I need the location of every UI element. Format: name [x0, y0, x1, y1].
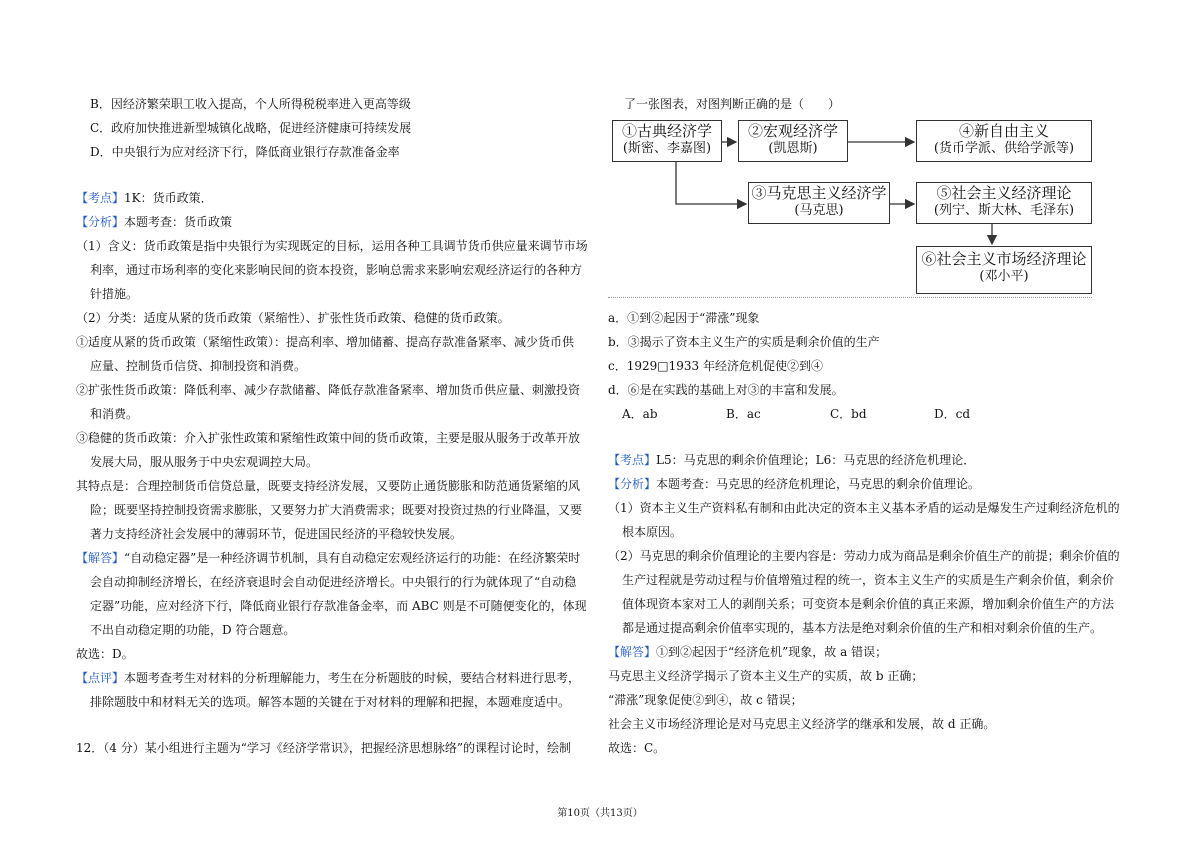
- question-12: 12．（4 分）某小组进行主题为“学习《经济学常识》，把握经济思想脉络”的课程讨论时，绘制: [76, 741, 571, 755]
- kaodian-line: [76, 190, 213, 206]
- analysis-line: （2）马克思的剩余价值理论的主要内容是：劳动力成为商品是剩余价值生产的前提；剩余价值的: [608, 549, 1120, 563]
- jieda-line: [608, 644, 887, 660]
- dianping-line: 排除题肢中和材料无关的选项。解答本题的关键在于对材料的理解和把握，本题难度适中。: [90, 695, 571, 709]
- kaodian-line: [608, 452, 975, 468]
- choice-c: C．bd: [830, 407, 867, 421]
- analysis-line: 值体现资本家对工人的剥削关系；可变资本是剩余价值的真正来源，增加剩余价值生产的方法: [622, 597, 1115, 611]
- divider-line: [608, 297, 1092, 298]
- box-subtitle: (货币学派、供给学派等): [933, 141, 1075, 156]
- statement-c: c．1929□1933 年经济危机促使②到④: [608, 359, 823, 373]
- jieda-text: ①到②起因于“经济危机”现象，故 a 错误；: [656, 645, 888, 659]
- answer: 故选：D。: [76, 647, 134, 661]
- box-title: ①古典经济学: [621, 122, 712, 140]
- fenxi-tag: 【分析】: [608, 477, 657, 491]
- analysis-line: ③稳健的货币政策：介入扩张性政策和紧缩性政策中间的货币政策，主要是服从服务于改革开放: [76, 431, 581, 445]
- box-socialist-market-economy-theory: [916, 246, 1092, 294]
- statement-a: a．①到②起因于“滞涨”现象: [608, 311, 760, 325]
- fenxi-tag: 【分析】: [76, 215, 125, 229]
- box-macroeconomics: [738, 120, 848, 162]
- analysis-line: 利率，通过市场利率的变化来影响民间的资本投资，影响总需求来影响宏观经济运行的各种方: [90, 263, 583, 277]
- box-subtitle: (马克思): [794, 203, 844, 218]
- box-title: ⑤社会主义经济理论: [936, 184, 1072, 202]
- box-title: ③马克思主义经济学: [751, 184, 887, 202]
- dianping-tag: 【点评】: [76, 671, 125, 685]
- analysis-line: ①适度从紧的货币政策（紧缩性政策）：提高利率、增加储蓄、提高存款准备紧率、减少货币供: [76, 335, 575, 349]
- dianping-text: 本题考查考生对材料的分析理解能力，考生在分析题肢的时候，要结合材料进行思考，: [124, 671, 581, 685]
- economics-flow-diagram: [608, 112, 1092, 298]
- jieda-tag: 【解答】: [608, 645, 657, 659]
- jieda-line: “滞涨”现象促使②到④，故 c 错误；: [608, 693, 803, 707]
- box-title: ④新自由主义: [958, 122, 1049, 140]
- box-subtitle: (邓小平): [979, 269, 1029, 284]
- box-subtitle: (凯恩斯): [768, 141, 818, 156]
- analysis-line: 和消费。: [90, 407, 139, 421]
- choice-a: A．ab: [622, 407, 658, 421]
- option-b: B．因经济繁荣职工收入提高，个人所得税税率进入更高等级: [90, 97, 411, 111]
- arrow-1-to-3: [676, 162, 746, 204]
- box-subtitle: (列宁、斯大林、毛泽东): [933, 203, 1075, 218]
- choice-b: B．ac: [726, 407, 761, 421]
- choice-d: D．cd: [934, 407, 971, 421]
- fenxi-line: [76, 214, 232, 230]
- jieda-line: 社会主义市场经济理论是对马克思主义经济学的继承和发展，故 d 正确。: [608, 717, 996, 731]
- analysis-line: 发展大局，服从服务于中央宏观调控大局。: [90, 455, 319, 469]
- box-title: ⑥社会主义市场经济理论: [921, 250, 1087, 268]
- option-c: C．政府加快推进新型城镇化战略，促进经济健康可持续发展: [90, 121, 412, 135]
- box-socialist-economic-theory: [916, 182, 1092, 224]
- analysis-line: 根本原因。: [622, 525, 683, 539]
- jieda-line: 会自动抑制经济增长，在经济衰退时会自动促进经济增长。中央银行的行为就体现了“自动稳: [90, 575, 577, 589]
- kaodian-text: 1K：货币政策．: [124, 191, 213, 205]
- box-marxist-economics: [748, 182, 890, 224]
- fenxi-text: 本题考查：货币政策: [124, 215, 233, 229]
- box-classical-economics: [612, 120, 722, 162]
- statement-b: b．③揭示了资本主义生产的实质是剩余价值的生产: [608, 335, 880, 349]
- analysis-line: 都是通过提高剩余价值率实现的，基本方法是绝对剩余价值的生产和相对剩余价值的生产。: [622, 621, 1103, 635]
- box-title: ②宏观经济学: [747, 122, 838, 140]
- kaodian-tag: 【考点】: [608, 453, 657, 467]
- analysis-line: 生产过程就是劳动过程与价值增殖过程的统一，资本主义生产的实质是生产剩余价值，剩余价: [622, 573, 1115, 587]
- analysis-line: 应量、控制货币信贷、抑制投资和消费。: [90, 359, 307, 373]
- jieda-tag: 【解答】: [76, 551, 125, 565]
- question-12-continued: 了一张图表，对图判断正确的是（ ）: [624, 97, 841, 111]
- analysis-line: （1）资本主义生产资料私有制和由此决定的资本主义基本矛盾的运动是爆发生产过剩经济危机的: [608, 501, 1120, 515]
- analysis-line: （1）含义：货币政策是指中央银行为实现既定的目标，运用各种工具调节货币供应量来调节市场: [76, 239, 588, 253]
- analysis-line: 针措施。: [90, 287, 139, 301]
- analysis-line: 著力支持经济社会发展中的薄弱环节，促进国民经济的平稳较快发展。: [90, 527, 463, 541]
- kaodian-tag: 【考点】: [76, 191, 125, 205]
- fenxi-line: [608, 476, 980, 492]
- answer: 故选：C。: [608, 741, 666, 755]
- analysis-line: 其特点是：合理控制货币信贷总量，既要支持经济发展，又要防止通货膨胀和防范通货紧缩的风: [76, 479, 581, 493]
- page-footer: 第10页（共13页）: [557, 808, 643, 819]
- dianping-line: [76, 670, 580, 686]
- kaodian-text: L5：马克思的剩余价值理论；L6：马克思的经济危机理论．: [656, 453, 976, 467]
- jieda-line: 定器”功能，应对经济下行，降低商业银行存款准备金率，而 ABC 则是不可随便变化的，体现: [90, 599, 587, 613]
- box-subtitle: (斯密、李嘉图): [622, 141, 712, 156]
- analysis-line: （2）分类：适度从紧的货币政策（紧缩性）、扩张性货币政策、稳健的货币政策。: [76, 311, 510, 325]
- jieda-line: 马克思主义经济学揭示了资本主义生产的实质，故 b 正确；: [608, 669, 924, 683]
- fenxi-text: 本题考查：马克思的经济危机理论，马克思的剩余价值理论。: [656, 477, 981, 491]
- jieda-text: “自动稳定器”是一种经济调节机制，具有自动稳定宏观经济运行的功能：在经济繁荣时: [124, 551, 581, 565]
- analysis-line: ②扩张性货币政策：降低利率、减少存款储蓄、降低存款准备紧率、增加货币供应量、刺激投资: [76, 383, 581, 397]
- option-d: D．中央银行为应对经济下行，降低商业银行存款准备金率: [90, 145, 400, 159]
- jieda-line: 不出自动稳定期的功能，D 符合题意。: [90, 623, 296, 637]
- jieda-line: [76, 550, 580, 566]
- analysis-line: 险；既要坚持控制投资需求膨胀，又要努力扩大消费需求；既要对投资过热的行业降温，又要: [90, 503, 583, 517]
- box-neoliberalism: [916, 120, 1092, 162]
- statement-d: d．⑥是在实践的基础上对③的丰富和发展。: [608, 383, 844, 397]
